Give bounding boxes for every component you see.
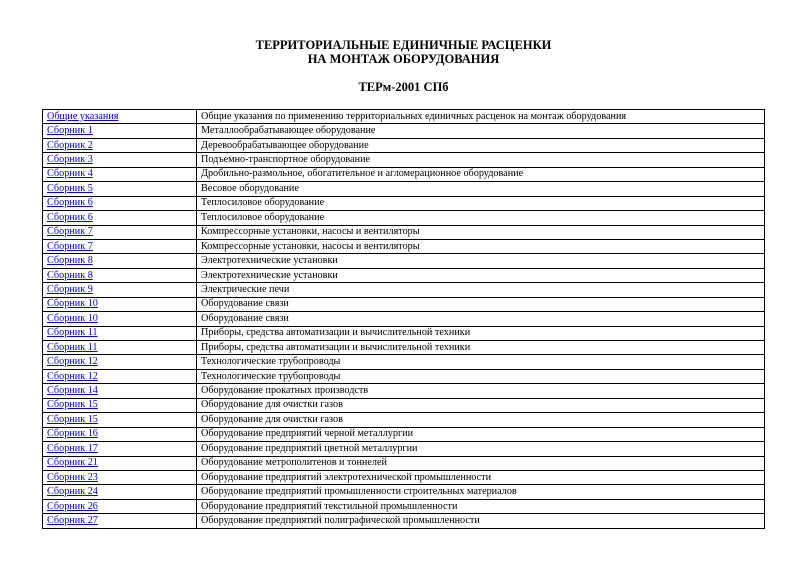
document-title-line-2: НА МОНТАЖ ОБОРУДОВАНИЯ <box>307 52 500 66</box>
link-cell <box>43 254 197 268</box>
collection-description: Оборудование метрополитенов и тоннелей <box>197 456 765 470</box>
collection-link[interactable]: Сборник 23 <box>47 471 98 483</box>
collection-description: Оборудование для очистки газов <box>197 413 765 427</box>
collection-link[interactable]: Сборник 8 <box>47 255 93 267</box>
link-cell <box>43 268 197 282</box>
table-row <box>43 456 765 470</box>
collection-link[interactable]: Сборник 17 <box>47 442 98 454</box>
table-row <box>43 312 765 326</box>
table-row <box>43 355 765 369</box>
collection-link[interactable]: Сборник 15 <box>47 413 98 425</box>
table-row <box>43 485 765 499</box>
table-row <box>43 384 765 398</box>
collection-description: Деревообрабатывающее оборудование <box>197 138 765 152</box>
link-cell <box>43 283 197 297</box>
table-row <box>43 138 765 152</box>
table-row <box>43 225 765 239</box>
collection-link[interactable]: Сборник 6 <box>47 211 93 223</box>
collection-link[interactable]: Сборник 8 <box>47 269 93 281</box>
table-row <box>43 470 765 484</box>
collection-link[interactable]: Сборник 24 <box>47 486 98 498</box>
collection-description: Весовое оборудование <box>197 182 765 196</box>
link-cell <box>43 110 197 124</box>
collection-link[interactable]: Сборник 10 <box>47 298 98 310</box>
collection-description: Оборудование предприятий полиграфической промышленности <box>197 514 765 528</box>
link-cell <box>43 182 197 196</box>
link-cell <box>43 225 197 239</box>
collection-description: Компрессорные установки, насосы и вентиляторы <box>197 225 765 239</box>
link-cell <box>43 456 197 470</box>
table-row <box>43 124 765 138</box>
collection-description: Оборудование предприятий черной металлургии <box>197 427 765 441</box>
document-title-line-1: ТЕРРИТОРИАЛЬНЫЕ ЕДИНИЧНЫЕ РАСЦЕНКИ <box>255 38 552 52</box>
collection-link[interactable]: Общие указания <box>47 110 119 122</box>
collection-link[interactable]: Сборник 7 <box>47 240 93 252</box>
link-cell <box>43 124 197 138</box>
table-row <box>43 167 765 181</box>
collection-link[interactable]: Сборник 15 <box>47 399 98 411</box>
link-cell <box>43 138 197 152</box>
collection-description: Приборы, средства автоматизации и вычислительной техники <box>197 341 765 355</box>
table-row <box>43 110 765 124</box>
table-row <box>43 413 765 427</box>
table-row <box>43 254 765 268</box>
collections-table-body <box>43 110 765 529</box>
link-cell <box>43 297 197 311</box>
link-cell <box>43 211 197 225</box>
collection-description: Электротехнические установки <box>197 268 765 282</box>
table-row <box>43 369 765 383</box>
link-cell <box>43 167 197 181</box>
collection-link[interactable]: Сборник 14 <box>47 385 98 397</box>
collection-description: Оборудование для очистки газов <box>197 398 765 412</box>
link-cell <box>43 239 197 253</box>
table-row <box>43 398 765 412</box>
collection-description: Оборудование связи <box>197 312 765 326</box>
collection-description: Оборудование предприятий текстильной промышленности <box>197 499 765 513</box>
table-row <box>43 153 765 167</box>
collections-table <box>42 109 765 529</box>
collection-description: Оборудование предприятий электротехнической промышленности <box>197 470 765 484</box>
link-cell <box>43 499 197 513</box>
collection-link[interactable]: Сборник 21 <box>47 457 98 469</box>
collection-link[interactable]: Сборник 5 <box>47 182 93 194</box>
link-cell <box>43 384 197 398</box>
link-cell <box>43 196 197 210</box>
link-cell <box>43 355 197 369</box>
table-row <box>43 514 765 528</box>
collection-link[interactable]: Сборник 7 <box>47 226 93 238</box>
collection-link[interactable]: Сборник 10 <box>47 312 98 324</box>
collection-link[interactable]: Сборник 11 <box>47 327 98 339</box>
collection-description: Теплосиловое оборудование <box>197 211 765 225</box>
table-row <box>43 427 765 441</box>
collection-description: Металлообрабатывающее оборудование <box>197 124 765 138</box>
document-header <box>0 38 807 94</box>
table-row <box>43 297 765 311</box>
link-cell <box>43 470 197 484</box>
collection-description: Теплосиловое оборудование <box>197 196 765 210</box>
collection-link[interactable]: Сборник 1 <box>47 125 93 137</box>
link-cell <box>43 398 197 412</box>
link-cell <box>43 514 197 528</box>
link-cell <box>43 341 197 355</box>
collection-description: Оборудование предприятий цветной металлургии <box>197 442 765 456</box>
collection-link[interactable]: Сборник 9 <box>47 283 93 295</box>
table-row <box>43 239 765 253</box>
link-cell <box>43 413 197 427</box>
collection-description: Общие указания по применению территориальных единичных расценок на монтаж оборудования <box>197 110 765 124</box>
collection-description: Компрессорные установки, насосы и вентиляторы <box>197 239 765 253</box>
document-subtitle: ТЕРм-2001 СПб <box>358 80 449 94</box>
collection-description: Дробильно-размольное, обогатительное и агломерационное оборудование <box>197 167 765 181</box>
collection-link[interactable]: Сборник 3 <box>47 154 93 166</box>
collection-description: Оборудование связи <box>197 297 765 311</box>
collection-link[interactable]: Сборник 16 <box>47 428 98 440</box>
collection-link[interactable]: Сборник 11 <box>47 341 98 353</box>
collection-link[interactable]: Сборник 27 <box>47 514 98 526</box>
collection-description: Приборы, средства автоматизации и вычислительной техники <box>197 326 765 340</box>
collection-link[interactable]: Сборник 12 <box>47 370 98 382</box>
table-row <box>43 211 765 225</box>
collection-link[interactable]: Сборник 12 <box>47 356 98 368</box>
collection-link[interactable]: Сборник 26 <box>47 500 98 512</box>
collection-description: Оборудование предприятий промышленности строительных материалов <box>197 485 765 499</box>
collection-description: Оборудование прокатных производств <box>197 384 765 398</box>
collection-link[interactable]: Сборник 6 <box>47 197 93 209</box>
table-row <box>43 196 765 210</box>
collection-link[interactable]: Сборник 4 <box>47 168 93 180</box>
link-cell <box>43 153 197 167</box>
collection-description: Технологические трубопроводы <box>197 369 765 383</box>
link-cell <box>43 326 197 340</box>
table-row <box>43 499 765 513</box>
collection-description: Подъемно-транспортное оборудование <box>197 153 765 167</box>
link-cell <box>43 312 197 326</box>
table-row <box>43 341 765 355</box>
table-row <box>43 326 765 340</box>
table-row <box>43 182 765 196</box>
collection-description: Электрические печи <box>197 283 765 297</box>
link-cell <box>43 485 197 499</box>
collection-description: Электротехнические установки <box>197 254 765 268</box>
link-cell <box>43 369 197 383</box>
table-row <box>43 283 765 297</box>
table-row <box>43 268 765 282</box>
collection-link[interactable]: Сборник 2 <box>47 139 93 151</box>
link-cell <box>43 427 197 441</box>
collection-description: Технологические трубопроводы <box>197 355 765 369</box>
table-row <box>43 442 765 456</box>
link-cell <box>43 442 197 456</box>
